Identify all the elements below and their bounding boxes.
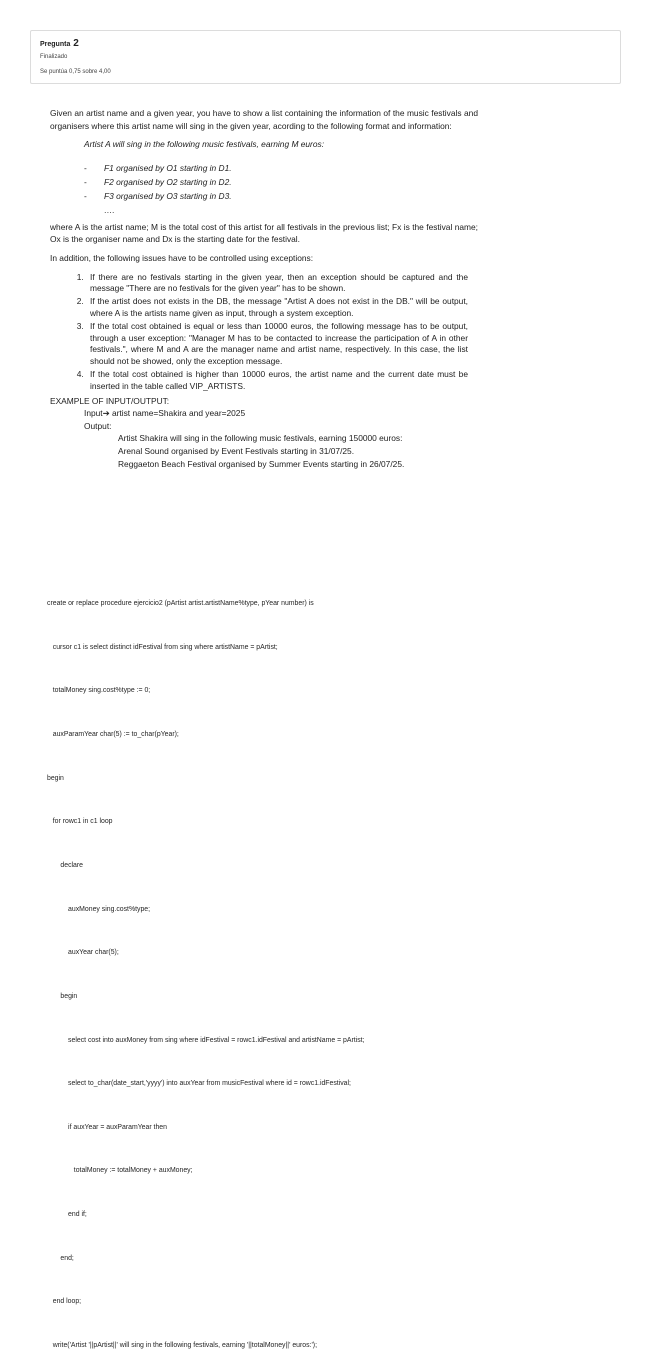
issue-item: 3. If the total cost obtained is equal or less than 10000 euros, the following message has to be output, through a user exception: "Manager M has to be contacted to increase the participation of A in other festivals.", where M and A are the manager name and artist name, respectively. In this case, the list should not be showed, only the exception message. <box>86 321 468 368</box>
format-item: - F2 organised by O2 starting in D2. <box>84 176 232 187</box>
dash-bullet-icon: - <box>84 176 87 187</box>
code-line: write('Artist '||pArtist||' will sing in the following festivals, earning '||totalMoney||' euros:'); <box>47 1341 317 1349</box>
question-intro: Given an artist name and a given year, you have to show a list containing the information of the music festivals and organisers where this artist name will sing in the given year, acording to the following format and information: <box>50 108 478 131</box>
where-text: where A is the artist name; M is the total cost of this artist for all festivals in the previous list; Fx is the festival name; Ox is the organiser name and Dx is the starting date for the festival. <box>50 221 478 245</box>
code-line: select to_char(date_start,'yyyy') into auxYear from musicFestival where id = rowc1.idFestival; <box>47 1080 351 1088</box>
question-grade: Se puntúa 0,75 sobre 4,00 <box>40 69 111 75</box>
code-line: if auxYear = auxParamYear then <box>47 1123 167 1131</box>
format-title: Artist A will sing in the following music festivals, earning M euros: <box>84 139 325 150</box>
example-output-label: Output: <box>84 420 112 431</box>
code-line: for rowc1 in c1 loop <box>47 818 113 826</box>
code-line: end loop; <box>47 1298 82 1306</box>
question-number: 2 <box>73 38 79 49</box>
issue-item: 2. If the artist does not exists in the DB, the message "Artist A does not exist in the DB." will be output, where A is the artists name given as input, through a system exception. <box>86 296 468 320</box>
code-line: auxParamYear char(5) := to_char(pYear); <box>47 731 179 739</box>
dash-bullet-icon: - <box>84 162 87 173</box>
example-output-line: Artist Shakira will sing in the following music festivals, earning 150000 euros: <box>118 433 403 444</box>
issue-item: 1. If there are no festivals starting in the given year, then an exception should be captured and the message "There are no festivals for the given year" has to be shown. <box>86 272 468 296</box>
code-line: auxMoney sing.cost%type; <box>47 905 151 913</box>
code-line: cursor c1 is select distinct idFestival from sing where artistName = pArtist; <box>47 643 278 651</box>
question-title <box>40 38 79 49</box>
addition-text: In addition, the following issues have to be controlled using exceptions: <box>50 252 314 263</box>
code-line: create or replace procedure ejercicio2 (pArtist artist.artistName%type, pYear number) is <box>47 600 314 608</box>
question-info-box <box>30 30 621 84</box>
format-item: - F3 organised by O3 starting in D3. <box>84 190 232 201</box>
example-output-line: Arenal Sound organised by Event Festivals starting in 31/07/25. <box>118 445 355 456</box>
format-list <box>50 161 478 217</box>
example-input: Input➔ artist name=Shakira and year=2025 <box>84 408 246 419</box>
code-line: auxYear char(5); <box>47 949 119 957</box>
dash-bullet-icon: - <box>84 190 87 201</box>
code-line: end if; <box>47 1211 87 1219</box>
example-heading: EXAMPLE OF INPUT/OUTPUT: <box>50 395 170 406</box>
issue-item: 4. If the total cost obtained is higher than 10000 euros, the artist name and the current date must be inserted in the table called VIP_ARTISTS. <box>86 369 468 393</box>
code-line: begin <box>47 774 64 782</box>
issues-list <box>50 272 478 393</box>
question-state: Finalizado <box>40 54 68 60</box>
code-line: totalMoney sing.cost%type := 0; <box>47 687 151 695</box>
question-label: Pregunta <box>40 41 71 48</box>
code-line: end; <box>47 1254 74 1262</box>
example-output-line: Reggaeton Beach Festival organised by Summer Events starting in 26/07/25. <box>118 458 405 469</box>
code-line: totalMoney := totalMoney + auxMoney; <box>47 1167 193 1175</box>
code-line: declare <box>47 861 84 869</box>
answer-code <box>47 568 627 1368</box>
format-item: - F1 organised by O1 starting in D1. <box>84 162 232 173</box>
code-line: select cost into auxMoney from sing where idFestival = rowc1.idFestival and artistName = pArtist; <box>47 1036 365 1044</box>
format-item: …. <box>104 204 115 215</box>
code-line: begin <box>47 992 78 1000</box>
question-text <box>50 107 478 470</box>
